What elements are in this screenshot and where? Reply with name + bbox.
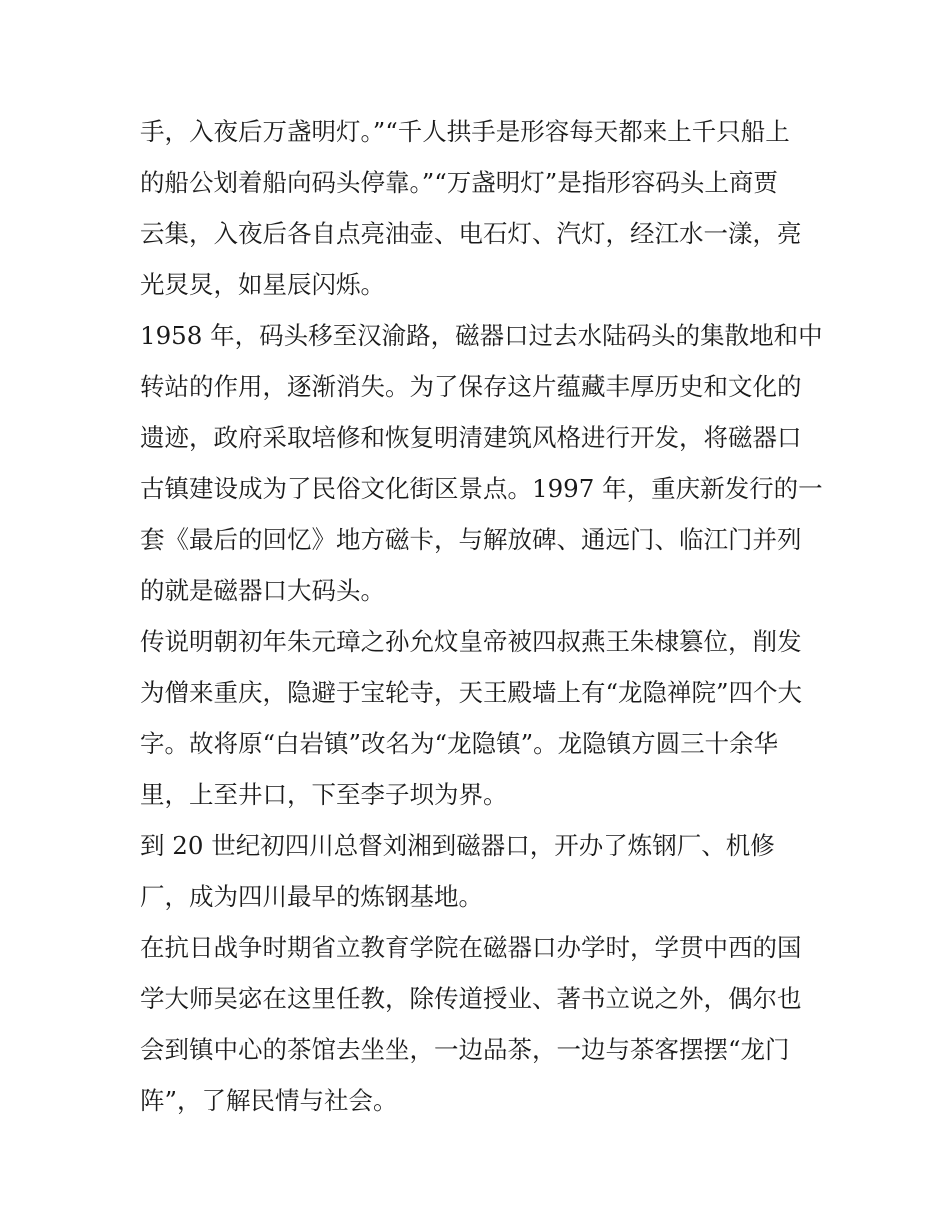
text-line: 光炅炅，如星辰闪烁。 [140,270,385,299]
text-line: 字。故将原“白岩镇”改名为“龙隐镇”。龙隐镇方圆三十余华 [140,729,779,758]
text-line: 古镇建设成为了民俗文化街区景点。1997 年，重庆新发行的一 [140,474,823,503]
paragraph-5 [140,922,812,1126]
paragraph-1 [140,106,812,310]
paragraph-3 [140,616,812,820]
document-body [140,106,823,1126]
text-line: 套《最后的回忆》地方磁卡，与解放碑、通远门、临江门并列 [140,525,802,554]
text-line: 云集，入夜后各自点亮油壶、电石灯、汽灯，经江水一漾，亮 [140,219,802,248]
text-line: 在抗日战争时期省立教育学院在磁器口办学时，学贯中西的国 [140,933,802,962]
text-line: 阵”，了解民情与社会。 [140,1086,398,1115]
text-line: 到 20 世纪初四川总督刘湘到磁器口，开办了炼钢厂、机修 [140,831,775,860]
text-line: 转站的作用，逐渐消失。为了保存这片蕴藏丰厚历史和文化的 [140,372,802,401]
text-line: 厂，成为四川最早的炼钢基地。 [140,882,483,911]
paragraph-2 [140,310,823,616]
text-line: 里，上至井口，下至李子坝为界。 [140,780,508,809]
text-line: 传说明朝初年朱元璋之孙允炆皇帝被四叔燕王朱棣篡位，削发 [140,627,802,656]
text-line: 为僧来重庆，隐避于宝轮寺，天王殿墙上有“龙隐禅院”四个大 [140,678,803,707]
text-line: 学大师吴宓在这里任教，除传道授业、著书立说之外，偶尔也 [140,984,802,1013]
text-line: 会到镇中心的茶馆去坐坐，一边品茶，一边与茶客摆摆“龙门 [140,1035,790,1064]
text-line: 遗迹，政府采取培修和恢复明清建筑风格进行开发，将磁器口 [140,423,802,452]
text-line: 手，入夜后万盏明灯。”“千人拱手是形容每天都来上千只船上 [140,117,790,146]
text-line: 的就是磁器口大码头。 [140,576,385,605]
text-line: 1958 年，码头移至汉渝路，磁器口过去水陆码头的集散地和中 [140,321,823,350]
text-line: 的船公划着船向码头停靠。”“万盏明灯”是指形容码头上商贾 [140,168,778,197]
paragraph-4 [140,820,812,922]
